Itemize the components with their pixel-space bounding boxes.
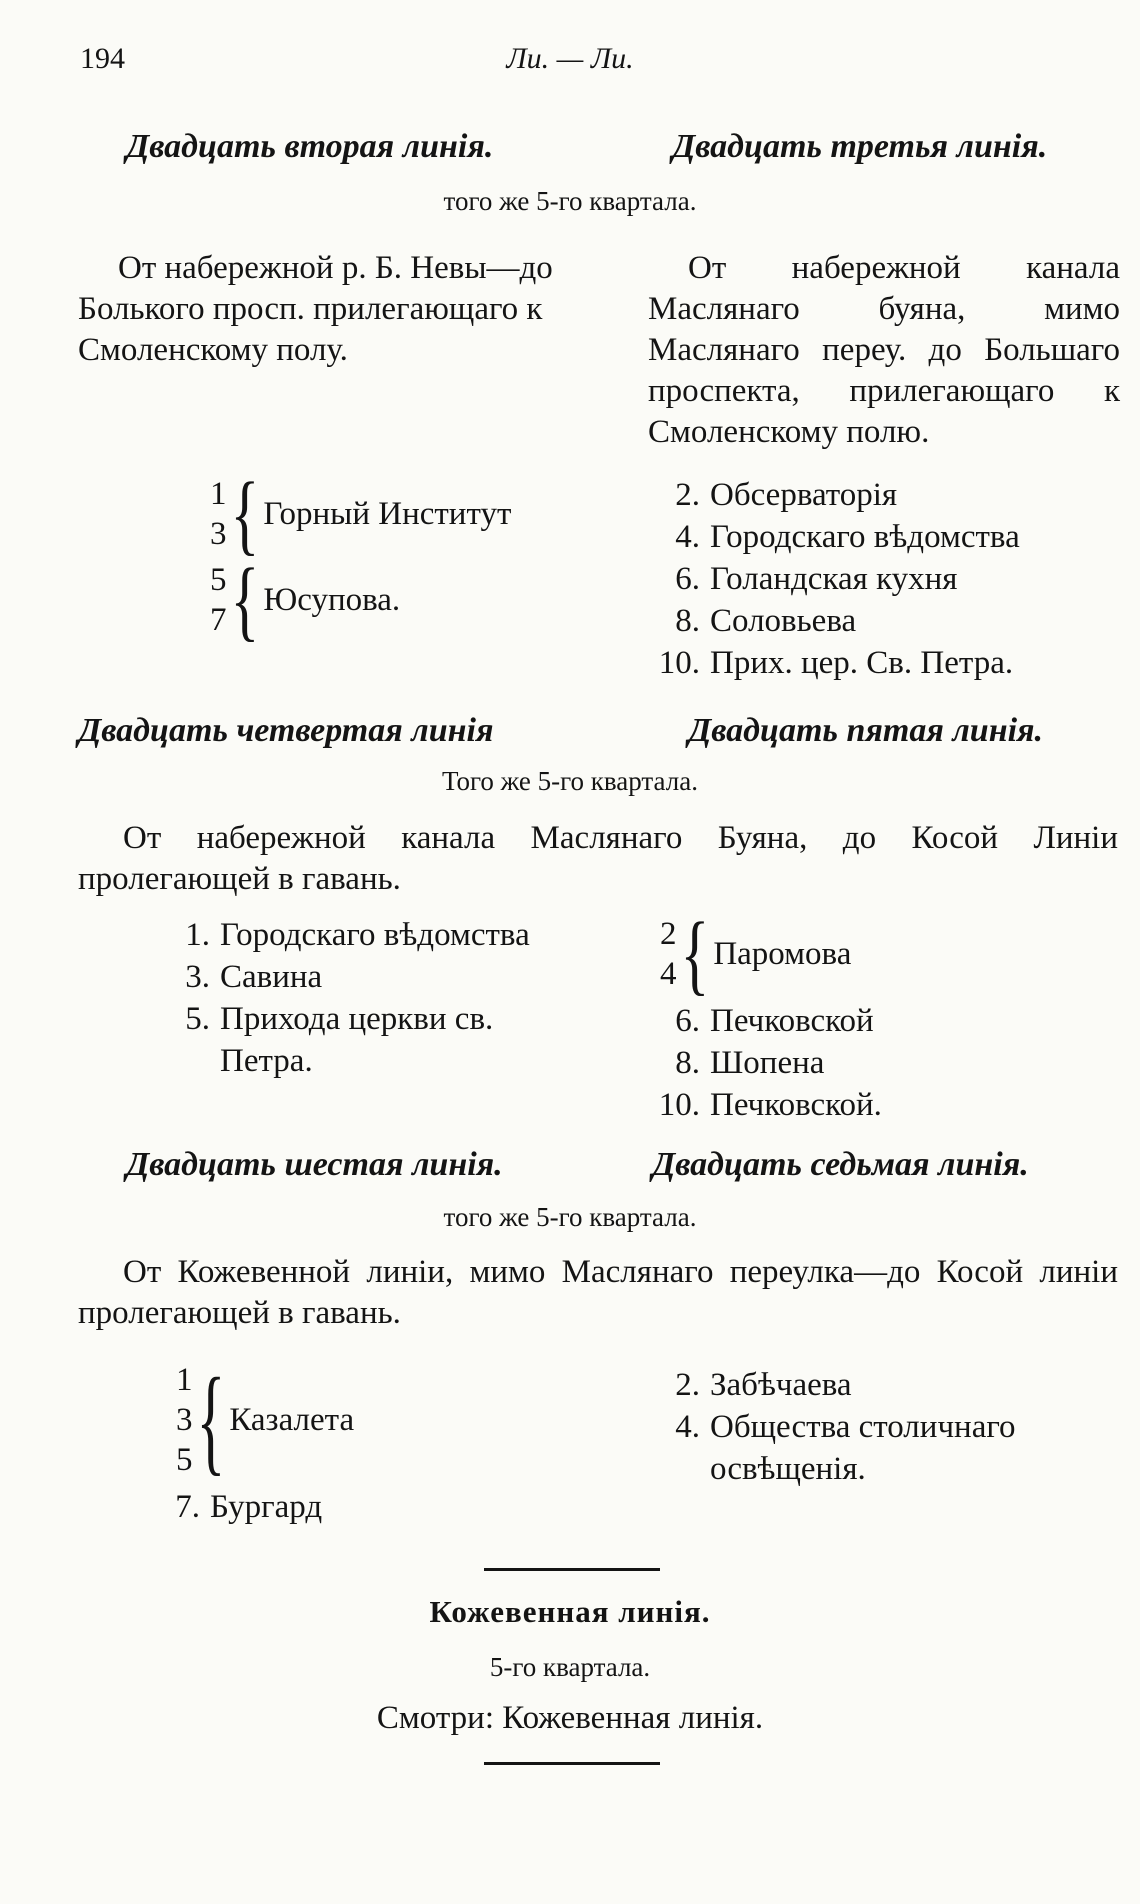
house-number: 1 — [176, 1362, 193, 1398]
list-item: 6. Печковской — [675, 1003, 874, 1039]
list-item: 2. Забѣчаева — [675, 1367, 852, 1403]
house-number: 4 — [660, 956, 677, 992]
section-divider — [484, 1568, 660, 1571]
section-subheading: того же 5-го квартала. — [443, 186, 697, 216]
list-item: 4. Городскаго вѣдомства — [675, 519, 1020, 555]
house-number: 5 — [176, 1442, 193, 1478]
curly-brace-icon: { — [230, 550, 260, 650]
list-item: 5. Прихода церкви св. — [185, 1001, 494, 1037]
house-number: 5 — [210, 562, 227, 598]
section-heading-27: Двадцать седьмая линія. — [652, 1146, 1029, 1183]
curly-brace-icon: { — [230, 464, 260, 564]
brace-group-paromova — [660, 904, 852, 1004]
section-heading-22: Двадцать вторая линія. — [126, 128, 494, 165]
list-item: 3. Савина — [185, 959, 323, 995]
page-number: 194 — [80, 42, 125, 75]
house-list-24 — [170, 914, 530, 1082]
house-list-25 — [650, 1000, 882, 1126]
section-heading-23: Двадцать третья линія. — [672, 128, 1048, 165]
list-item: освѣщенія. — [710, 1451, 866, 1487]
list-item: 7. Бургард — [175, 1489, 323, 1525]
house-list-27 — [650, 1364, 1016, 1490]
house-list-26 — [170, 1486, 322, 1528]
house-number: 3 — [176, 1402, 193, 1438]
description-23: От набережной канала Маслянаго буяна, мимо Маслянаго переу. до Большаго проспекта, прилегающаго к Смоленскому полю. — [648, 250, 1120, 450]
list-item: 10. Прих. цер. Св. Петра. — [658, 645, 1014, 681]
house-number: 7 — [210, 602, 227, 638]
list-item: 4. Общества столичнаго — [675, 1409, 1016, 1445]
section-title-kozhevennaya: Кожевенная линія. — [429, 1594, 711, 1629]
brace-group-gorny — [210, 464, 512, 564]
building-owner: Горный Институт — [263, 495, 512, 532]
section-subheading: того же 5-го квартала. — [443, 1202, 697, 1232]
description-26-27: От Кожевенной линіи, мимо Маслянаго переулка—до Косой линіи пролегающей в гавань. — [78, 1254, 1118, 1331]
curly-brace-icon: { — [196, 1354, 226, 1486]
building-owner: Паромова — [713, 935, 852, 972]
description-22: От набережной р. Б. Невы—до Болького просп. прилегающаго к Смоленскому полу. — [78, 250, 553, 368]
list-item: 1. Городскаго вѣдомства — [185, 917, 530, 953]
house-number: 2 — [660, 916, 677, 952]
building-owner: Казалета — [229, 1401, 355, 1438]
description-24-25: От набережной канала Маслянаго Буяна, до Косой Линіи пролегающей в гавань. — [78, 820, 1118, 897]
section-subheading: 5-го квартала. — [489, 1652, 651, 1682]
section-subheading: Того же 5-го квартала. — [442, 766, 698, 796]
cross-reference: Смотри: Кожевенная линія. — [376, 1700, 764, 1736]
list-item: Петра. — [220, 1043, 313, 1079]
building-owner: Юсупова. — [263, 581, 401, 618]
section-divider — [484, 1762, 660, 1765]
running-head — [0, 42, 1140, 92]
brace-group-yusupova — [210, 550, 401, 650]
section-heading-25: Двадцать пятая линія. — [688, 712, 1044, 749]
list-item: 2. Обсерваторія — [675, 477, 898, 513]
section-heading-24: Двадцать четвертая линія — [78, 712, 494, 749]
brace-group-kazaleta — [176, 1354, 355, 1486]
house-number: 3 — [210, 516, 227, 552]
list-item: 6. Голандская кухня — [675, 561, 958, 597]
house-number: 1 — [210, 476, 227, 512]
running-title: Ли. — Ли. — [506, 42, 634, 75]
curly-brace-icon: { — [680, 904, 710, 1004]
house-list-23 — [650, 474, 1020, 684]
list-item: 10. Печковской. — [658, 1087, 882, 1123]
list-item: 8. Соловьева — [675, 603, 857, 639]
list-item: 8. Шопена — [675, 1045, 825, 1081]
section-heading-26: Двадцать шестая линія. — [126, 1146, 503, 1183]
